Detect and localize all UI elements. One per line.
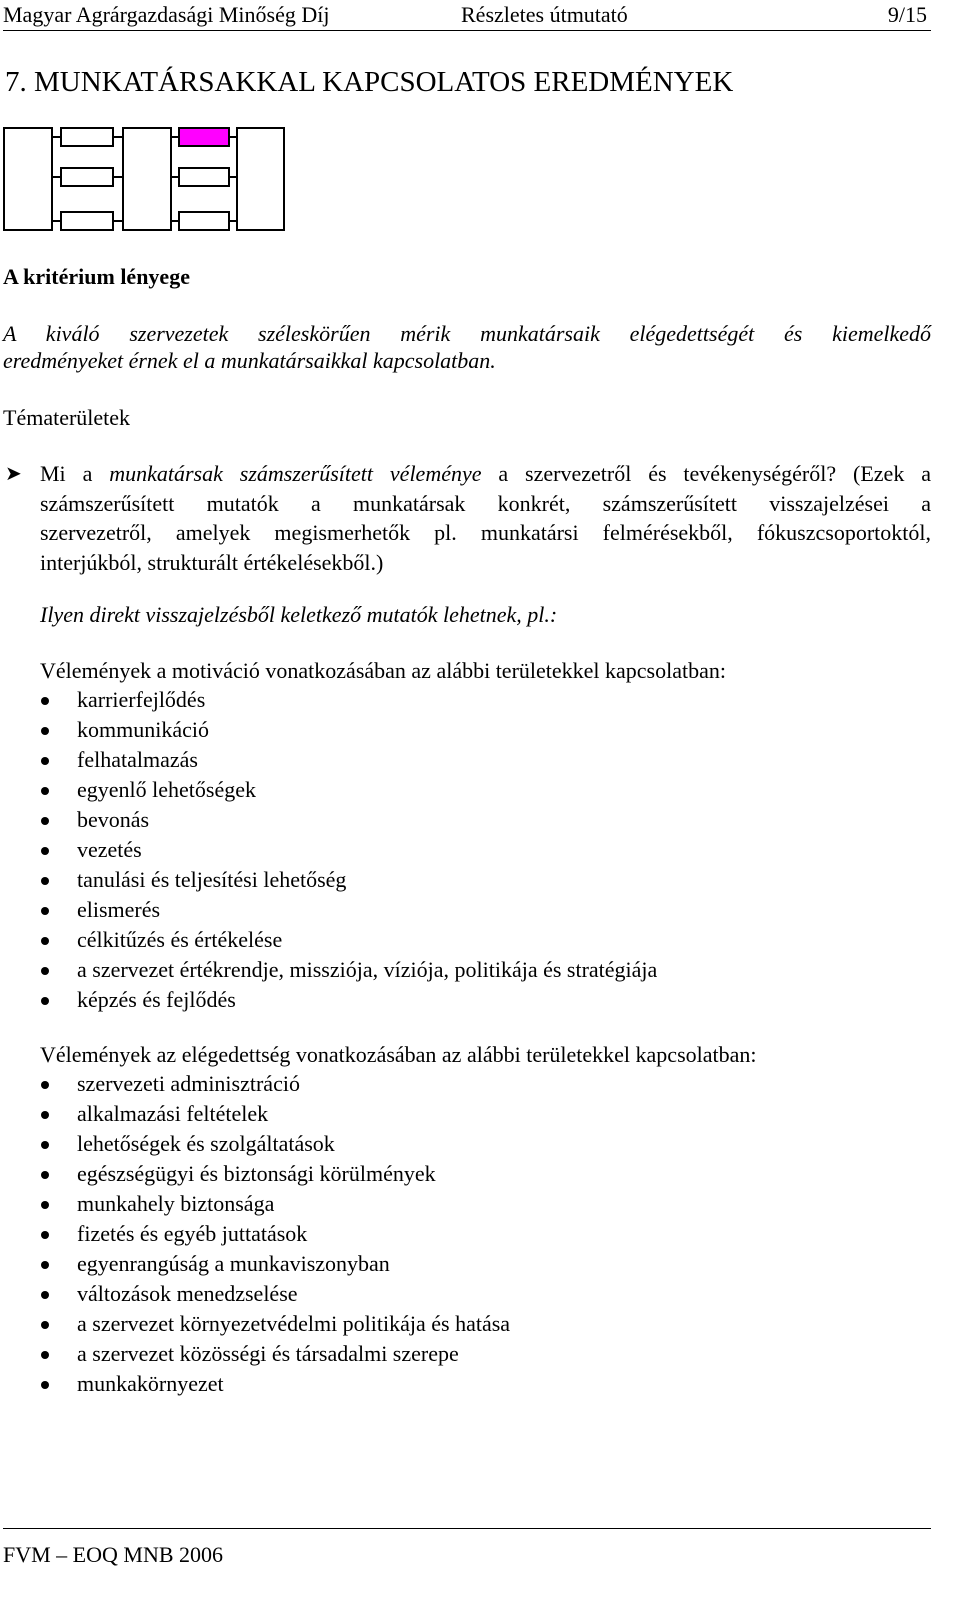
list-item: célkitűzés és értékelése bbox=[0, 925, 657, 955]
diagram-box-enablers-left bbox=[3, 127, 53, 231]
topic-line-4: interjúkból, strukturált értékelésekből.) bbox=[40, 549, 384, 575]
header-title: Magyar Agrárgazdasági Minőség Díj bbox=[3, 2, 330, 27]
diagram-connector bbox=[53, 220, 60, 222]
list-item: munkahely biztonsága bbox=[0, 1189, 510, 1219]
topic-q-pre: Mi a bbox=[40, 461, 110, 486]
criterion-heading: A kritérium lényege bbox=[3, 264, 190, 289]
list-item: a szervezet közösségi és társadalmi szerepe bbox=[0, 1339, 510, 1369]
topics-heading: Tématerületek bbox=[3, 405, 131, 430]
diagram-connector bbox=[53, 176, 60, 178]
diagram-box-5 bbox=[178, 167, 230, 187]
list-item: képzés és fejlődés bbox=[0, 985, 657, 1015]
topic-line-3: szervezetről, amelyek megismerhetők pl. munkatársi felmérésekből, fókuszcsoportoktól, bbox=[40, 520, 931, 545]
list-item: a szervezet értékrendje, missziója, víziója, politikája és stratégiája bbox=[0, 955, 657, 985]
diagram-box-processes bbox=[122, 127, 172, 231]
list-item: egyenlő lehetőségek bbox=[0, 775, 657, 805]
diagram-connector bbox=[230, 176, 236, 178]
diagram-connector bbox=[172, 136, 178, 138]
diagram-connector bbox=[114, 220, 122, 222]
diagram-connector bbox=[114, 176, 122, 178]
list-item: bevonás bbox=[0, 805, 657, 835]
diagram-connector bbox=[230, 220, 236, 222]
list-item: alkalmazási feltételek bbox=[0, 1099, 510, 1129]
page-number: 9/15 bbox=[887, 2, 927, 27]
header-rule bbox=[3, 30, 931, 31]
diagram-box-2 bbox=[60, 167, 114, 187]
footer-rule bbox=[3, 1528, 931, 1529]
list-item: a szervezet környezetvédelmi politikája és hatása bbox=[0, 1309, 510, 1339]
diagram-connector bbox=[53, 136, 60, 138]
list-item: elismerés bbox=[0, 895, 657, 925]
list-item: egyenrangúság a munkaviszonyban bbox=[0, 1249, 510, 1279]
diagram-connector bbox=[114, 136, 122, 138]
diagram-box-6 bbox=[178, 211, 230, 231]
criterion-text-line-2: eredményeket érnek el a munkatársaikkal kapcsolatban. bbox=[3, 348, 496, 373]
satisfaction-list bbox=[0, 1069, 510, 1399]
diagram-connector bbox=[230, 136, 236, 138]
diagram-box-3 bbox=[60, 211, 114, 231]
diagram-connector bbox=[172, 220, 178, 222]
diagram-connector bbox=[172, 176, 178, 178]
list-item: egészségügyi és biztonsági körülmények bbox=[0, 1159, 510, 1189]
list-item: felhatalmazás bbox=[0, 745, 657, 775]
topic-q-italic: munkatársak számszerűsített véleménye bbox=[109, 461, 482, 486]
satisfaction-intro: Vélemények az elégedettség vonatkozásában az alábbi területekkel kapcsolatban: bbox=[40, 1042, 757, 1067]
diagram-box-key-results bbox=[236, 127, 285, 231]
list-item: fizetés és egyéb juttatások bbox=[0, 1219, 510, 1249]
topic-q-post: a szervezetről és tevékenységéről? (Ezek a bbox=[481, 461, 931, 486]
list-item: karrierfejlődés bbox=[0, 685, 657, 715]
list-item: lehetőségek és szolgáltatások bbox=[0, 1129, 510, 1159]
motivation-list bbox=[0, 685, 657, 1015]
footer-text: FVM – EOQ MNB 2006 bbox=[3, 1542, 224, 1567]
direct-feedback-intro: Ilyen direkt visszajelzésből keletkező mutatók lehetnek, pl.: bbox=[40, 602, 558, 627]
topic-question bbox=[40, 459, 931, 577]
arrow-bullet-icon: ➤ bbox=[5, 463, 22, 485]
model-diagram bbox=[3, 127, 285, 231]
list-item: vezetés bbox=[0, 835, 657, 865]
diagram-box-highlighted-people-results bbox=[178, 127, 230, 147]
list-item: munkakörnyezet bbox=[0, 1369, 510, 1399]
header-subtitle: Részletes útmutató bbox=[461, 2, 628, 27]
motivation-intro: Vélemények a motiváció vonatkozásában az alábbi területekkel kapcsolatban: bbox=[40, 658, 726, 683]
chapter-title: 7. MUNKATÁRSAKKAL KAPCSOLATOS EREDMÉNYEK bbox=[5, 66, 734, 98]
criterion-text-line-1: A kiváló szervezetek széleskörűen mérik munkatársaik elégedettségét és kiemelkedő bbox=[3, 321, 931, 346]
diagram-box-1 bbox=[60, 127, 114, 147]
list-item: tanulási és teljesítési lehetőség bbox=[0, 865, 657, 895]
list-item: változások menedzselése bbox=[0, 1279, 510, 1309]
list-item: kommunikáció bbox=[0, 715, 657, 745]
topic-line-2: számszerűsített mutatók a munkatársak konkrét, számszerűsített visszajelzései a bbox=[40, 490, 931, 516]
list-item: szervezeti adminisztráció bbox=[0, 1069, 510, 1099]
topic-line-1 bbox=[40, 459, 931, 489]
